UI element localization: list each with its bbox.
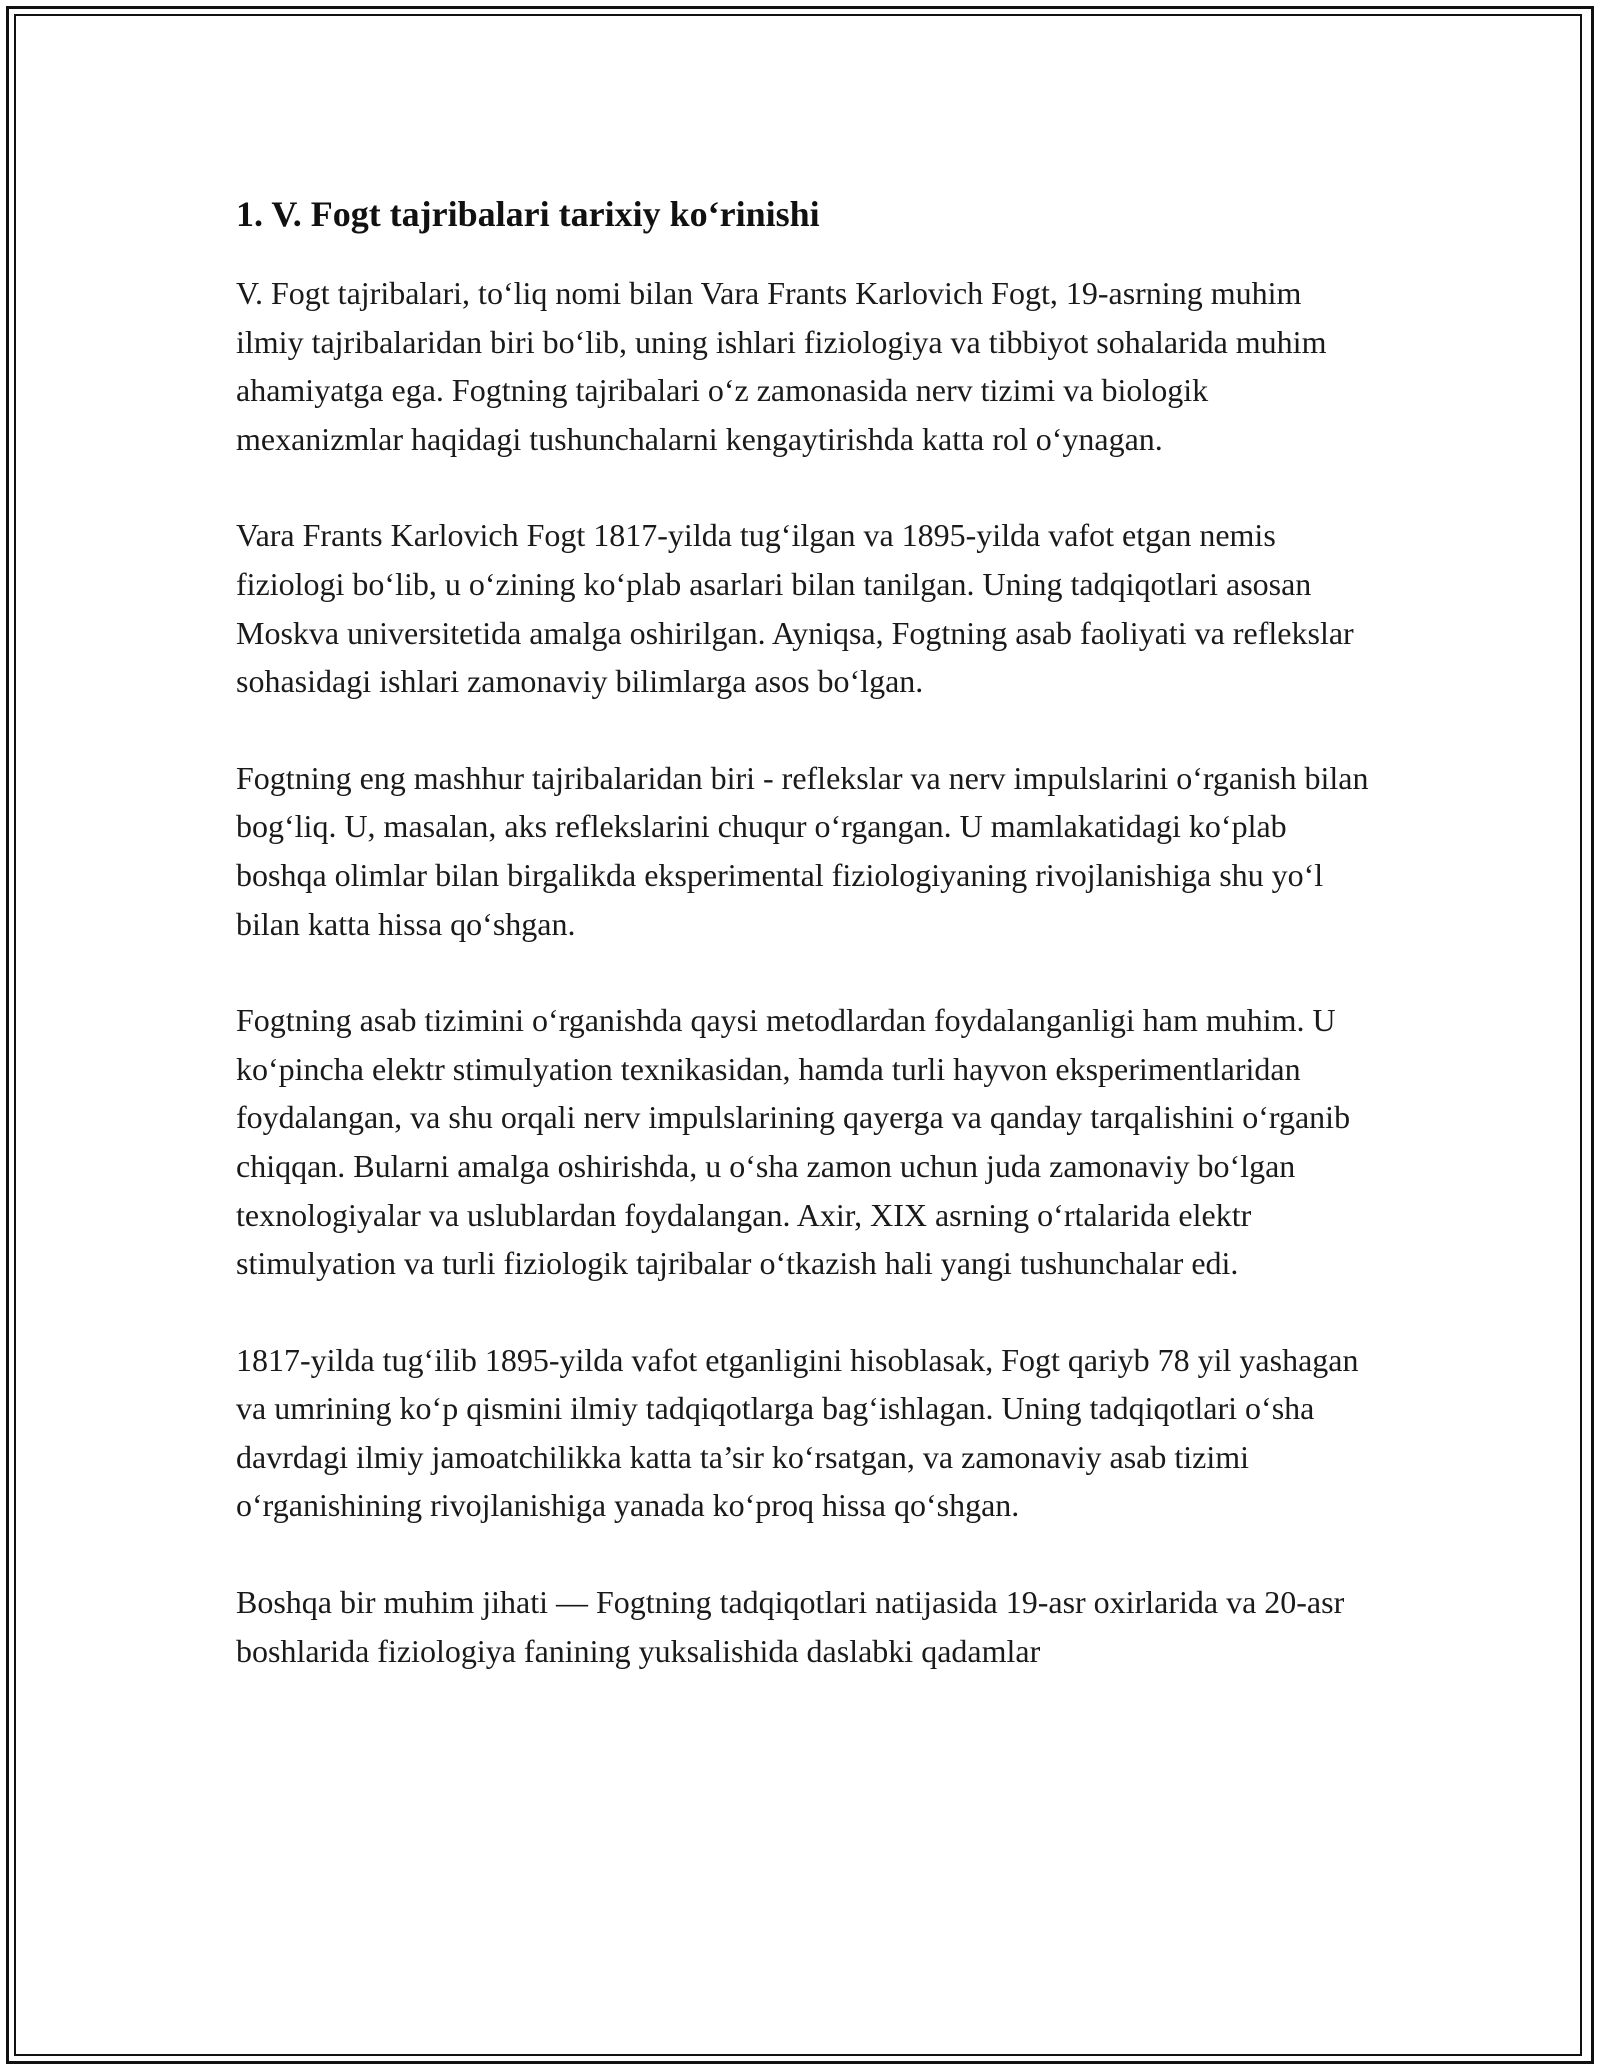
- paragraph-legacy: Boshqa bir muhim jihati — Fogtning tadqiqotlari natijasida 19-asr oxirlarida va 20-asr boshlarida fiziologiya fanining yuksalishida daslabki qadamlar: [236, 1584, 1345, 1669]
- paragraph-lifespan: 1817-yilda tugʻilib 1895-yilda vafot etganligini hisoblasak, Fogt qariyb 78 yil yashagan va umrining koʻp qismini ilmiy tadqiqotlarga bagʻishlagan. Uning tadqiqotlari oʻsha davrdagi ilmiy jamoatchilikka katta ta’sir koʻrsatgan, va zamonaviy asab tizimi oʻrganishining rivojlanishiga yanada koʻproq hissa qoʻshgan.: [236, 1341, 1359, 1524]
- paragraph-famous-experiments: Fogtning eng mashhur tajribalaridan biri - reflekslar va nerv impulslarini oʻrganish bilan bogʻliq. U, masalan, aks reflekslarini chuqur oʻrgangan. U mamlakatidagi koʻplab boshqa olimlar bilan birgalikda eksperimental fiziologiyaning rivojlanishiga shu yoʻl bilan katta hissa qoʻshgan.: [236, 759, 1369, 942]
- section-heading: 1. V. Fogt tajribalari tarixiy koʻrinishi: [236, 194, 820, 234]
- paragraph-biography: Vara Frants Karlovich Fogt 1817-yilda tugʻilgan va 1895-yilda vafot etgan nemis fiziologi boʻlib, u oʻzining koʻplab asarlari bilan tanilgan. Uning tadqiqotlari asosan Moskva universitetida amalga oshirilgan. Ayniqsa, Fogtning asab faoliyati va reflekslar sohasidagi ishlari zamonaviy bilimlarga asos boʻlgan.: [236, 517, 1354, 700]
- paragraph-methods: Fogtning asab tizimini oʻrganishda qaysi metodlardan foydalanganligi ham muhim. U koʻpincha elektr stimulyation texnikasidan, hamda turli hayvon eksperimentlaridan foydalangan, va shu orqali nerv impulslarining qayerga va qanday tarqalishini oʻrganib chiqqan. Bularni amalga oshirishda, u oʻsha zamon uchun juda zamonaviy boʻlgan texnologiyalar va uslublardan foydalangan. Axir, XIX asrning oʻrtalarida elektr stimulyation va turli fiziologik tajribalar oʻtkazish hali yangi tushunchalar edi.: [236, 1002, 1351, 1282]
- paragraph-intro: V. Fogt tajribalari, toʻliq nomi bilan Vara Frants Karlovich Fogt, 19-asrning muhim ilmiy tajribalaridan biri boʻlib, uning ishlari fiziologiya va tibbiyot sohalarida muhim ahamiyatga ega. Fogtning tajribalari oʻz zamonasida nerv tizimi va biologik mexanizmlar haqidagi tushunchalarni kengaytirishda katta rol oʻynagan.: [236, 275, 1327, 457]
- document-body: [236, 186, 1376, 1723]
